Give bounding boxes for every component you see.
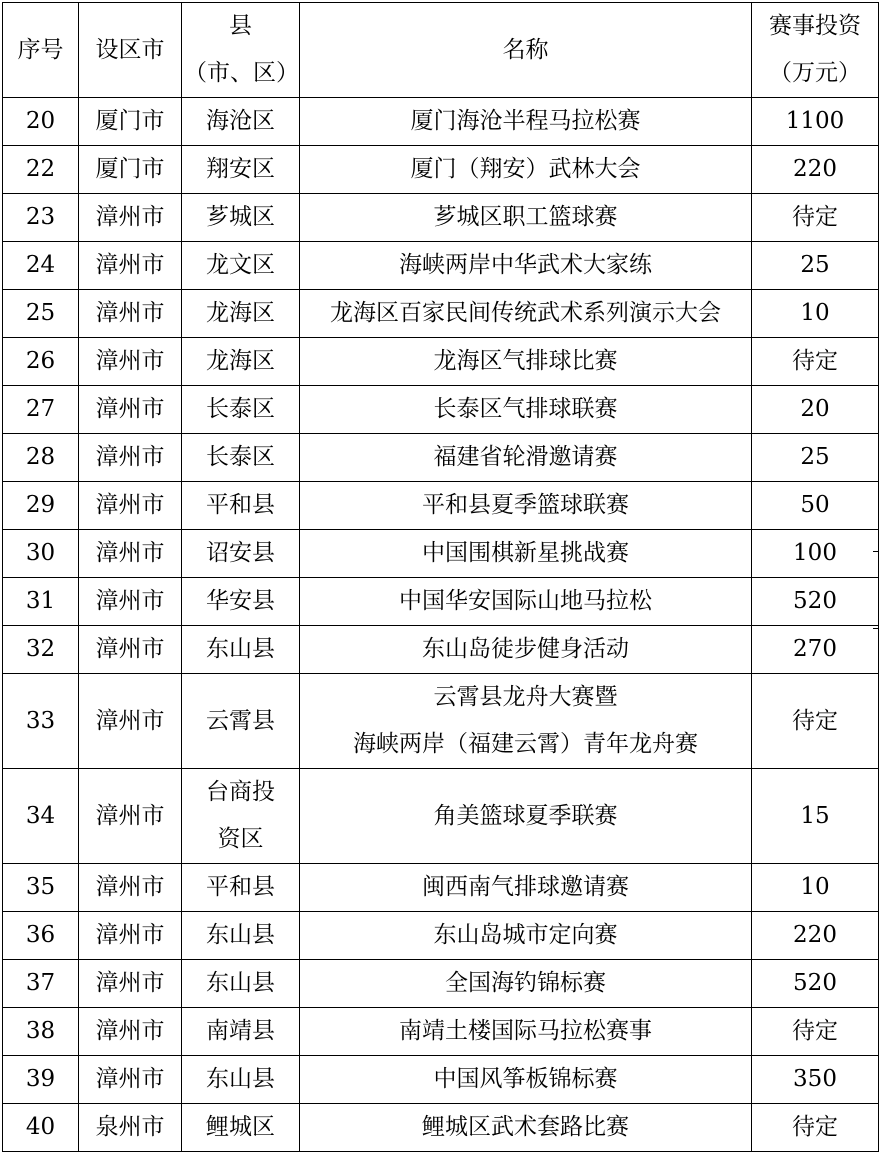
row-county: 长泰区: [182, 386, 300, 434]
header-city: 设区市: [79, 3, 182, 98]
table-row: [3, 1104, 879, 1152]
row-index: 34: [3, 769, 79, 864]
row-county: 东山县: [182, 960, 300, 1008]
margin-tick-mark: [873, 551, 879, 552]
row-city: 厦门市: [79, 146, 182, 194]
row-event-name: 鲤城区武术套路比赛: [300, 1104, 752, 1152]
header-investment-line1: 赛事投资: [769, 13, 861, 39]
row-county: 平和县: [182, 864, 300, 912]
row-index: 39: [3, 1056, 79, 1104]
row-investment: 25: [752, 434, 879, 482]
row-county: 平和县: [182, 482, 300, 530]
row-county: 龙海区: [182, 290, 300, 338]
row-event-name: 厦门（翔安）武林大会: [300, 146, 752, 194]
row-investment: 520: [752, 578, 879, 626]
table-row: [3, 386, 879, 434]
row-city: 漳州市: [79, 530, 182, 578]
margin-tick-mark: [873, 628, 878, 629]
row-county: 东山县: [182, 912, 300, 960]
row-city: 泉州市: [79, 1104, 182, 1152]
row-event-name: 中国华安国际山地马拉松: [300, 578, 752, 626]
table-row: [3, 912, 879, 960]
row-county-line: 资区: [217, 826, 264, 852]
table-row: [3, 482, 879, 530]
row-event-name: 海峡两岸中华武术大家练: [300, 242, 752, 290]
table-row: [3, 194, 879, 242]
row-county: 华安县: [182, 578, 300, 626]
row-event-name: 全国海钓锦标赛: [300, 960, 752, 1008]
table-row: [3, 864, 879, 912]
row-city: 漳州市: [79, 1008, 182, 1056]
row-city: 漳州市: [79, 386, 182, 434]
row-investment: 待定: [752, 1104, 879, 1152]
row-city: 漳州市: [79, 769, 182, 864]
row-index: 32: [3, 626, 79, 674]
table-row: [3, 626, 879, 674]
row-investment: 270: [752, 626, 879, 674]
row-index: 36: [3, 912, 79, 960]
row-city: 厦门市: [79, 98, 182, 146]
row-investment: 20: [752, 386, 879, 434]
header-name: 名称: [300, 3, 752, 98]
table-row: [3, 98, 879, 146]
row-event-name: 东山岛城市定向赛: [300, 912, 752, 960]
row-county: 长泰区: [182, 434, 300, 482]
row-event-name-line: 海峡两岸（福建云霄）青年龙舟赛: [353, 731, 698, 757]
row-county: 南靖县: [182, 1008, 300, 1056]
row-city: 漳州市: [79, 626, 182, 674]
row-county: 龙海区: [182, 338, 300, 386]
header-investment: [752, 3, 879, 98]
row-city: 漳州市: [79, 1056, 182, 1104]
row-investment: 220: [752, 912, 879, 960]
row-city: 漳州市: [79, 864, 182, 912]
row-investment: 50: [752, 482, 879, 530]
row-investment: 10: [752, 864, 879, 912]
row-index: 33: [3, 674, 79, 769]
row-index: 25: [3, 290, 79, 338]
row-city: 漳州市: [79, 912, 182, 960]
row-county: 东山县: [182, 626, 300, 674]
row-event-name: 南靖土楼国际马拉松赛事: [300, 1008, 752, 1056]
row-city: 漳州市: [79, 960, 182, 1008]
table-row: [3, 578, 879, 626]
row-event-name: 中国围棋新星挑战赛: [300, 530, 752, 578]
row-investment: 350: [752, 1056, 879, 1104]
row-city: 漳州市: [79, 578, 182, 626]
row-investment: 10: [752, 290, 879, 338]
row-event-name: 福建省轮滑邀请赛: [300, 434, 752, 482]
table-row: [3, 769, 879, 864]
header-county-line1: 县: [229, 13, 252, 39]
row-event-name: 龙海区百家民间传统武术系列演示大会: [300, 290, 752, 338]
table-row: [3, 960, 879, 1008]
row-event-name: 龙海区气排球比赛: [300, 338, 752, 386]
row-county: 龙文区: [182, 242, 300, 290]
row-index: 29: [3, 482, 79, 530]
row-investment: 100: [752, 530, 879, 578]
events-table: [2, 2, 879, 1152]
row-county: 东山县: [182, 1056, 300, 1104]
row-event-name: 闽西南气排球邀请赛: [300, 864, 752, 912]
header-index: 序号: [3, 3, 79, 98]
row-index: 20: [3, 98, 79, 146]
table-row: [3, 242, 879, 290]
row-index: 28: [3, 434, 79, 482]
row-investment: 220: [752, 146, 879, 194]
row-investment: 待定: [752, 1008, 879, 1056]
row-index: 37: [3, 960, 79, 1008]
row-investment: 待定: [752, 338, 879, 386]
row-county: 诏安县: [182, 530, 300, 578]
row-event-name-line: 云霄县龙舟大赛暨: [433, 684, 618, 710]
table-row: [3, 146, 879, 194]
row-event-name: [300, 674, 752, 769]
table-row: [3, 1008, 879, 1056]
row-city: 漳州市: [79, 194, 182, 242]
row-city: 漳州市: [79, 434, 182, 482]
table-row: [3, 338, 879, 386]
row-investment: 520: [752, 960, 879, 1008]
row-index: 31: [3, 578, 79, 626]
row-city: 漳州市: [79, 338, 182, 386]
row-index: 35: [3, 864, 79, 912]
row-event-name: 芗城区职工篮球赛: [300, 194, 752, 242]
table-row: [3, 674, 879, 769]
row-event-name: 中国风筝板锦标赛: [300, 1056, 752, 1104]
row-index: 27: [3, 386, 79, 434]
table-row: [3, 434, 879, 482]
header-row: [3, 3, 879, 98]
row-city: 漳州市: [79, 242, 182, 290]
row-event-name: 东山岛徒步健身活动: [300, 626, 752, 674]
row-investment: 待定: [752, 674, 879, 769]
row-county: 海沧区: [182, 98, 300, 146]
row-event-name: 平和县夏季篮球联赛: [300, 482, 752, 530]
row-county: 鲤城区: [182, 1104, 300, 1152]
row-county: [182, 769, 300, 864]
table-row: [3, 290, 879, 338]
row-index: 23: [3, 194, 79, 242]
row-county: 云霄县: [182, 674, 300, 769]
row-investment: 25: [752, 242, 879, 290]
row-index: 30: [3, 530, 79, 578]
row-event-name: 厦门海沧半程马拉松赛: [300, 98, 752, 146]
row-investment: 1100: [752, 98, 879, 146]
header-county-line2: （市、区）: [184, 60, 299, 86]
row-event-name: 角美篮球夏季联赛: [300, 769, 752, 864]
row-county-line: 台商投: [206, 779, 275, 805]
table-row: [3, 530, 879, 578]
row-city: 漳州市: [79, 290, 182, 338]
row-index: 40: [3, 1104, 79, 1152]
row-county: 芗城区: [182, 194, 300, 242]
row-index: 26: [3, 338, 79, 386]
row-investment: 待定: [752, 194, 879, 242]
header-county: [182, 3, 300, 98]
row-event-name: 长泰区气排球联赛: [300, 386, 752, 434]
header-investment-line2: （万元）: [769, 60, 861, 86]
row-index: 38: [3, 1008, 79, 1056]
table-row: [3, 1056, 879, 1104]
row-city: 漳州市: [79, 482, 182, 530]
row-index: 22: [3, 146, 79, 194]
row-city: 漳州市: [79, 674, 182, 769]
row-investment: 15: [752, 769, 879, 864]
row-county: 翔安区: [182, 146, 300, 194]
row-index: 24: [3, 242, 79, 290]
